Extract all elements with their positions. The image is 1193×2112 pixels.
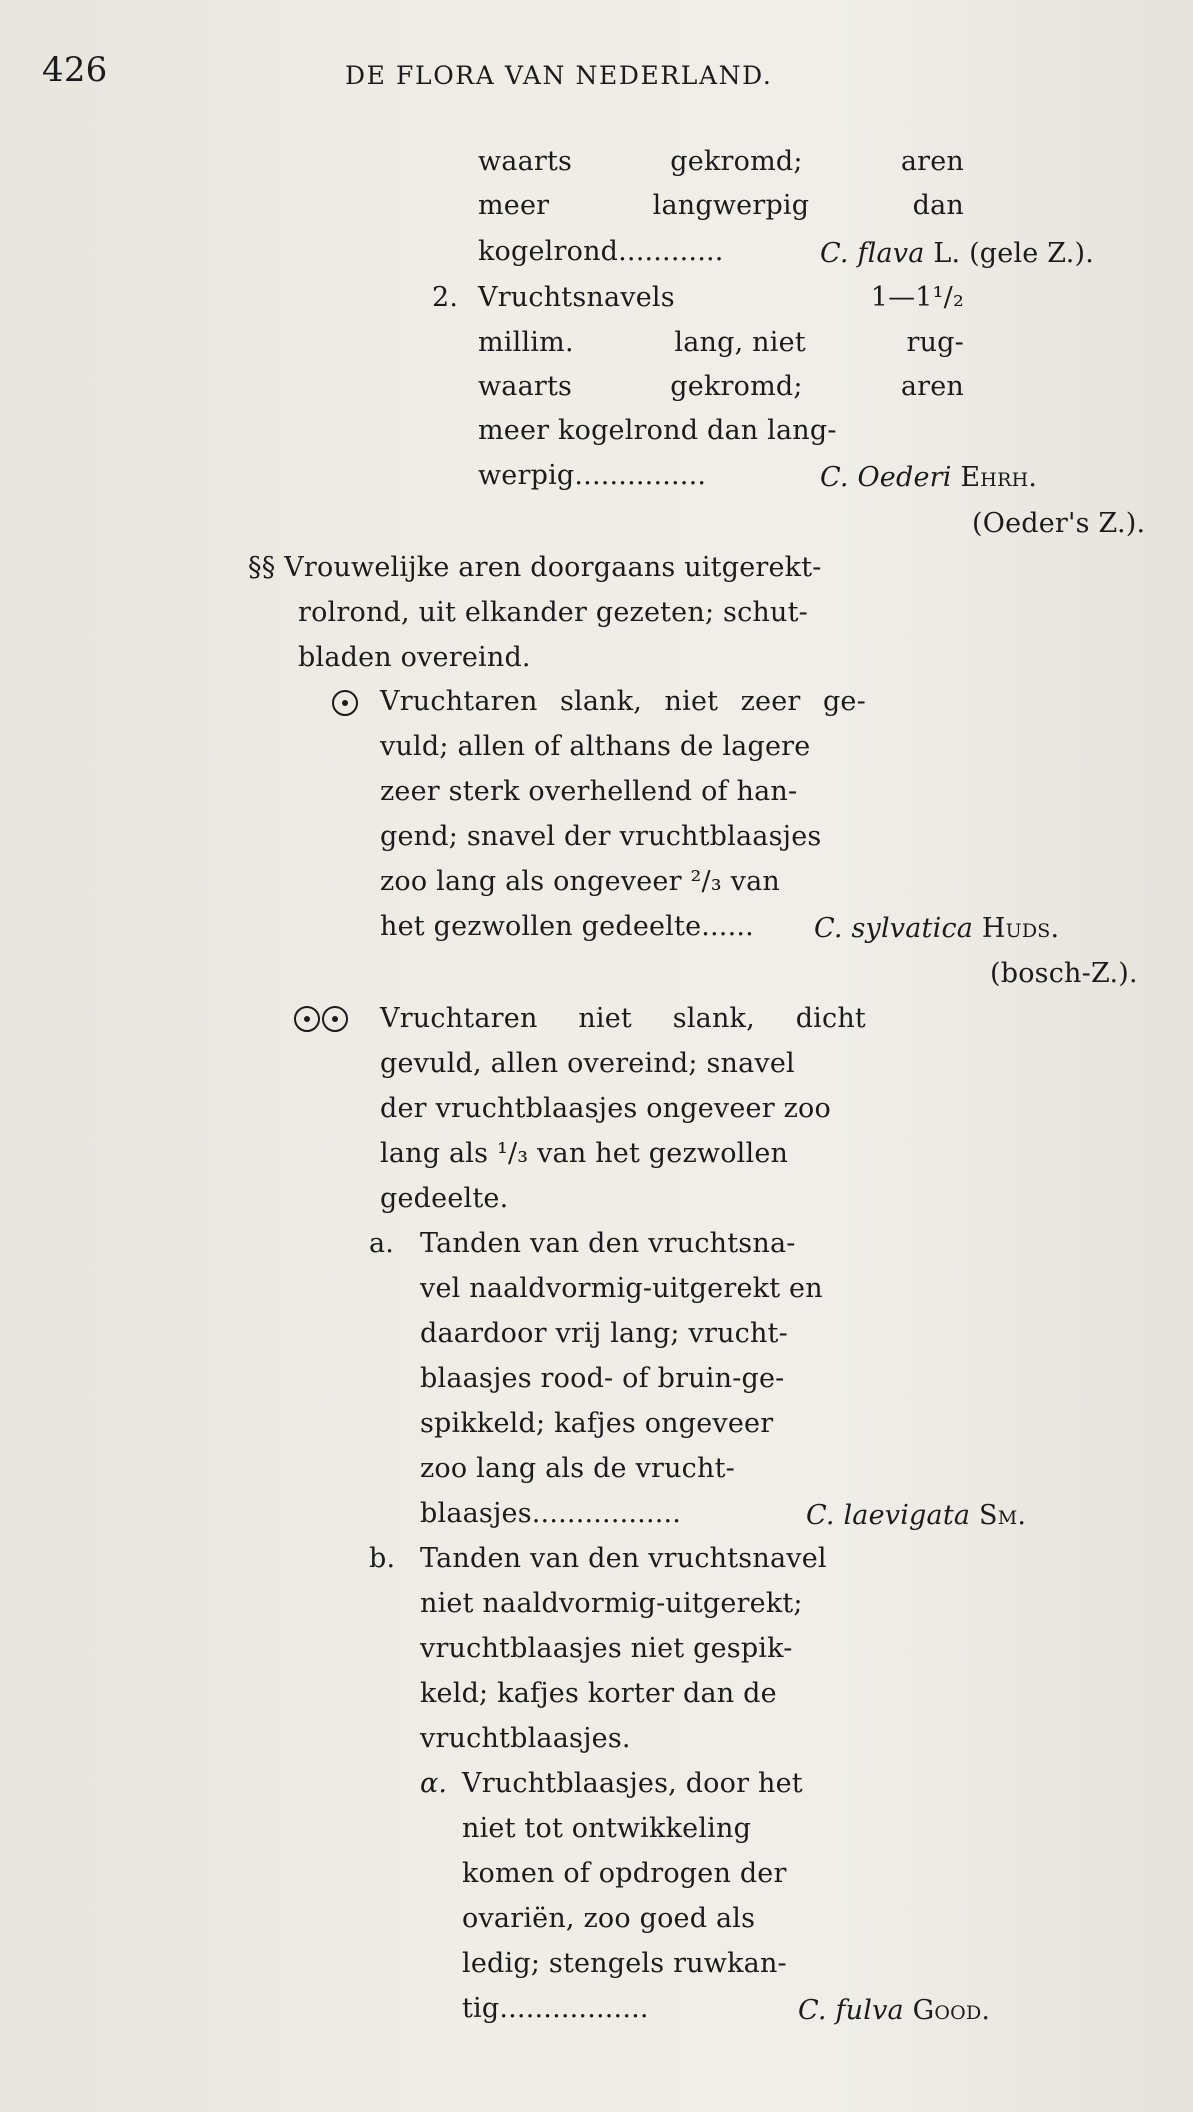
text-line: Vruchtaren niet slank, dicht (380, 1003, 866, 1034)
text-line: werpig............... (478, 460, 707, 491)
species-common-name: (bosch-Z.). (990, 958, 1138, 989)
text-line: lang als ¹/₃ van het gezwollen (380, 1138, 789, 1169)
species-name: C. Oederi Ehrh. (820, 462, 1038, 493)
text-line: zeer sterk overhellend of han- (380, 776, 798, 807)
text-line: Vruchtblaasjes, door het (462, 1768, 803, 1799)
text-line: ledig; stengels ruwkan- (462, 1948, 787, 1979)
text-line: het gezwollen gedeelte...... (380, 911, 754, 942)
species-name: C. sylvatica Huds. (814, 913, 1060, 944)
text-line: Tanden van den vruchtsnavel (420, 1543, 827, 1574)
item-letter: α. (420, 1768, 448, 1799)
text-line: vruchtblaasjes. (420, 1723, 631, 1754)
text-line: vuld; allen of althans de lagere (380, 731, 811, 762)
text-line: tig................. (462, 1993, 649, 2024)
item-letter: b. (369, 1543, 396, 1574)
species-name: C. fulva Good. (798, 1995, 991, 2026)
text-line: niet tot ontwikkeling (462, 1813, 752, 1844)
running-title: DE FLORA VAN NEDERLAND. (345, 61, 773, 90)
single-circle-dot-symbol (332, 690, 358, 716)
text-line: Vruchtaren slank, niet zeer ge- (380, 686, 866, 717)
text-line: spikkeld; kafjes ongeveer (420, 1408, 774, 1439)
text-line: ovariën, zoo goed als (462, 1903, 756, 1934)
text-line: komen of opdrogen der (462, 1858, 787, 1889)
text-line: vel naaldvormig-uitgerekt en (420, 1273, 823, 1304)
text-line: gevuld, allen overeind; snavel (380, 1048, 795, 1079)
text-line: waarts gekromd; aren (478, 371, 964, 402)
item-number: 2. (432, 282, 459, 313)
item-letter: a. (369, 1228, 395, 1259)
text-line: waarts gekromd; aren (478, 146, 964, 177)
text-line: zoo lang als ongeveer ²/₃ van (380, 866, 780, 897)
text-line: meer kogelrond dan lang- (478, 415, 837, 446)
text-line: Tanden van den vruchtsna- (420, 1228, 796, 1259)
text-line: der vruchtblaasjes ongeveer zoo (380, 1093, 831, 1124)
text-line: daardoor vrij lang; vrucht- (420, 1318, 788, 1349)
text-line: bladen overeind. (298, 642, 531, 673)
species-name: C. flava L. (gele Z.). (820, 238, 1095, 269)
text-line: gedeelte. (380, 1183, 509, 1214)
text-line: gend; snavel der vruchtblaasjes (380, 821, 822, 852)
text-line: kogelrond............ (478, 236, 724, 267)
text-line: rolrond, uit elkander gezeten; schut- (298, 597, 808, 628)
double-circle-dot-symbol (294, 1006, 348, 1032)
species-common-name: (Oeder's Z.). (972, 508, 1146, 539)
text-line: meer langwerpig dan (478, 190, 964, 221)
text-line: keld; kafjes korter dan de (420, 1678, 777, 1709)
text-line: Vruchtsnavels 1—1¹/₂ (478, 282, 964, 313)
text-line: blaasjes................. (420, 1498, 682, 1529)
text-line: niet naaldvormig-uitgerekt; (420, 1588, 803, 1619)
text-line: §§ Vrouwelijke aren doorgaans uitgerekt- (248, 552, 822, 583)
species-name: C. laevigata Sm. (806, 1500, 1027, 1531)
text-line: vruchtblaasjes niet gespik- (420, 1633, 793, 1664)
page-number: 426 (42, 50, 108, 90)
text-line: millim. lang, niet rug- (478, 327, 964, 358)
text-line: zoo lang als de vrucht- (420, 1453, 735, 1484)
text-line: blaasjes rood- of bruin-ge- (420, 1363, 785, 1394)
